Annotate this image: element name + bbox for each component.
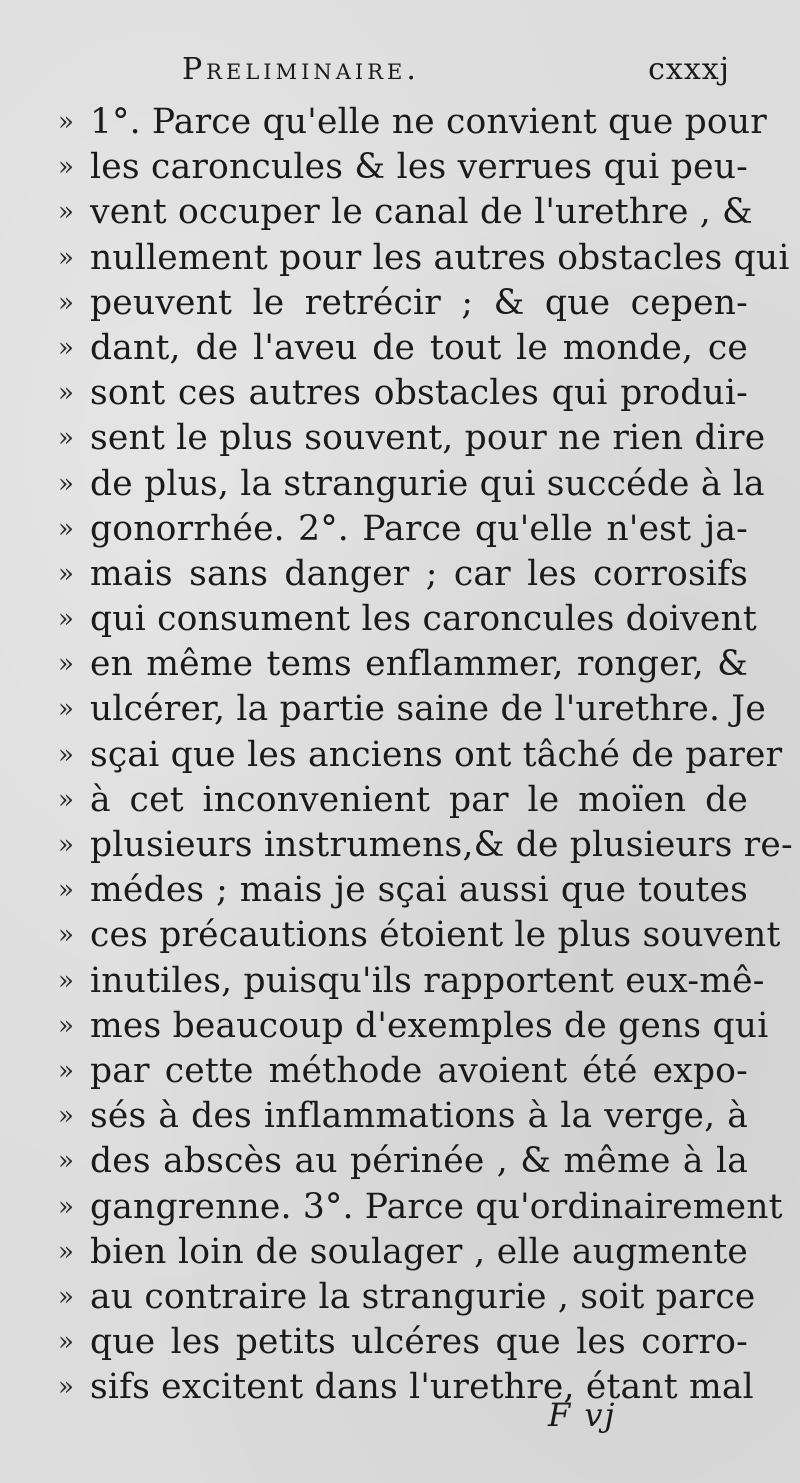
text-line xyxy=(58,1275,756,1320)
line-text: des abscès au périnée , & même à la xyxy=(90,1141,748,1182)
text-line xyxy=(58,1094,748,1139)
quotation-mark: » xyxy=(58,875,74,906)
text-line xyxy=(58,959,765,1004)
text-line xyxy=(58,281,748,326)
quotation-mark: » xyxy=(58,558,74,589)
quotation-mark: » xyxy=(58,107,74,137)
line-text: médes ; mais je sçai aussi que toutes xyxy=(90,870,748,911)
text-line xyxy=(58,1365,754,1410)
line-text: ulcérer, la partie saine de l'urethre. Je xyxy=(90,689,766,730)
line-text: nullement pour les autres obstacles qui xyxy=(90,237,790,278)
text-line xyxy=(58,416,766,461)
quotation-mark: » xyxy=(58,1236,74,1267)
quotation-mark: » xyxy=(58,1372,74,1403)
text-line xyxy=(58,823,793,868)
line-text: sçai que les anciens ont tâché de parer xyxy=(90,734,783,775)
line-text: inutiles, puisqu'ils rapportent eux-mê- xyxy=(90,960,765,1001)
quotation-mark: » xyxy=(58,513,74,544)
text-line xyxy=(58,642,748,687)
text-line xyxy=(58,597,757,642)
text-line xyxy=(58,1139,748,1184)
text-line xyxy=(58,100,767,145)
quotation-mark: » xyxy=(58,784,74,815)
signature-mark: F vj xyxy=(548,1396,617,1434)
text-line xyxy=(58,1049,748,1094)
line-text: par cette méthode avoient été expo- xyxy=(90,1050,748,1091)
running-title: Preliminaire. xyxy=(182,52,420,87)
line-text: de plus, la strangurie qui succéde à la xyxy=(90,463,765,504)
line-text: bien loin de soulager , elle augmente xyxy=(90,1231,748,1272)
text-line xyxy=(58,733,783,778)
text-line xyxy=(58,190,753,235)
quotation-mark: » xyxy=(58,604,74,635)
quotation-mark: » xyxy=(58,965,74,996)
quotation-mark: » xyxy=(58,423,74,454)
quotation-mark: » xyxy=(58,1146,74,1177)
quotation-mark: » xyxy=(58,1281,74,1312)
line-text: sifs excitent dans l'urethre, étant mal xyxy=(90,1367,754,1408)
text-line xyxy=(58,1320,748,1365)
text-block xyxy=(58,100,793,1410)
line-text: vent occuper le canal de l'urethre , & xyxy=(90,192,753,233)
text-line xyxy=(58,687,766,732)
quotation-mark: » xyxy=(58,1010,74,1041)
quotation-mark: » xyxy=(58,378,74,409)
quotation-mark: » xyxy=(58,649,74,680)
quotation-mark: » xyxy=(58,1327,74,1358)
text-line xyxy=(58,868,748,913)
quotation-mark: » xyxy=(58,468,74,499)
line-text: que les petits ulcéres que les corro- xyxy=(90,1322,748,1363)
line-text: en même tems enflammer, ronger, & xyxy=(90,644,748,685)
text-line xyxy=(58,371,748,416)
page-number: cxxxj xyxy=(648,52,730,87)
text-line xyxy=(58,1230,748,1275)
quotation-mark: » xyxy=(58,1101,74,1132)
text-line xyxy=(58,462,765,507)
quotation-mark: » xyxy=(58,242,74,273)
line-text: plusieurs instrumens,& de plusieurs re- xyxy=(90,825,793,865)
quotation-mark: » xyxy=(58,332,74,363)
line-text: gangrenne. 3°. Parce qu'ordinairement xyxy=(90,1186,783,1227)
line-text: 1°. Parce qu'elle ne convient que pour xyxy=(90,102,767,142)
quotation-mark: » xyxy=(58,152,74,183)
text-line xyxy=(58,1004,769,1049)
quotation-mark: » xyxy=(58,920,74,951)
quotation-mark: » xyxy=(58,287,74,318)
line-text: sent le plus souvent, pour ne rien dire xyxy=(90,418,766,459)
quotation-mark: » xyxy=(58,1191,74,1222)
line-text: sont ces autres obstacles qui produi- xyxy=(90,373,748,414)
text-line xyxy=(58,552,748,597)
running-header xyxy=(182,52,730,96)
line-text: ces précautions étoient le plus souvent xyxy=(90,915,781,956)
quotation-mark: » xyxy=(58,197,74,228)
text-line xyxy=(58,236,790,281)
line-text: à cet inconvenient par le moïen de xyxy=(90,779,748,820)
text-line xyxy=(58,145,748,190)
line-text: peuvent le retrécir ; & que cepen- xyxy=(90,282,748,323)
text-line xyxy=(58,1185,783,1230)
line-text: les caroncules & les verrues qui peu- xyxy=(90,147,748,188)
line-text: qui consument les caroncules doivent xyxy=(90,599,757,640)
line-text: mes beaucoup d'exemples de gens qui xyxy=(90,1005,769,1046)
text-line xyxy=(58,326,748,371)
quotation-mark: » xyxy=(58,1055,74,1086)
line-text: mais sans danger ; car les corrosifs xyxy=(90,553,748,594)
text-line xyxy=(58,507,748,552)
quotation-mark: » xyxy=(58,739,74,770)
line-text: au contraire la strangurie , soit parce xyxy=(90,1276,756,1317)
line-text: sés à des inflammations à la verge, à xyxy=(90,1096,748,1137)
text-line xyxy=(58,778,748,823)
quotation-mark: » xyxy=(58,694,74,725)
text-line xyxy=(58,913,781,958)
line-text: dant, de l'aveu de tout le monde, ce xyxy=(90,327,748,368)
line-text: gonorrhée. 2°. Parce qu'elle n'est ja- xyxy=(90,508,748,549)
quotation-mark: » xyxy=(58,830,74,860)
